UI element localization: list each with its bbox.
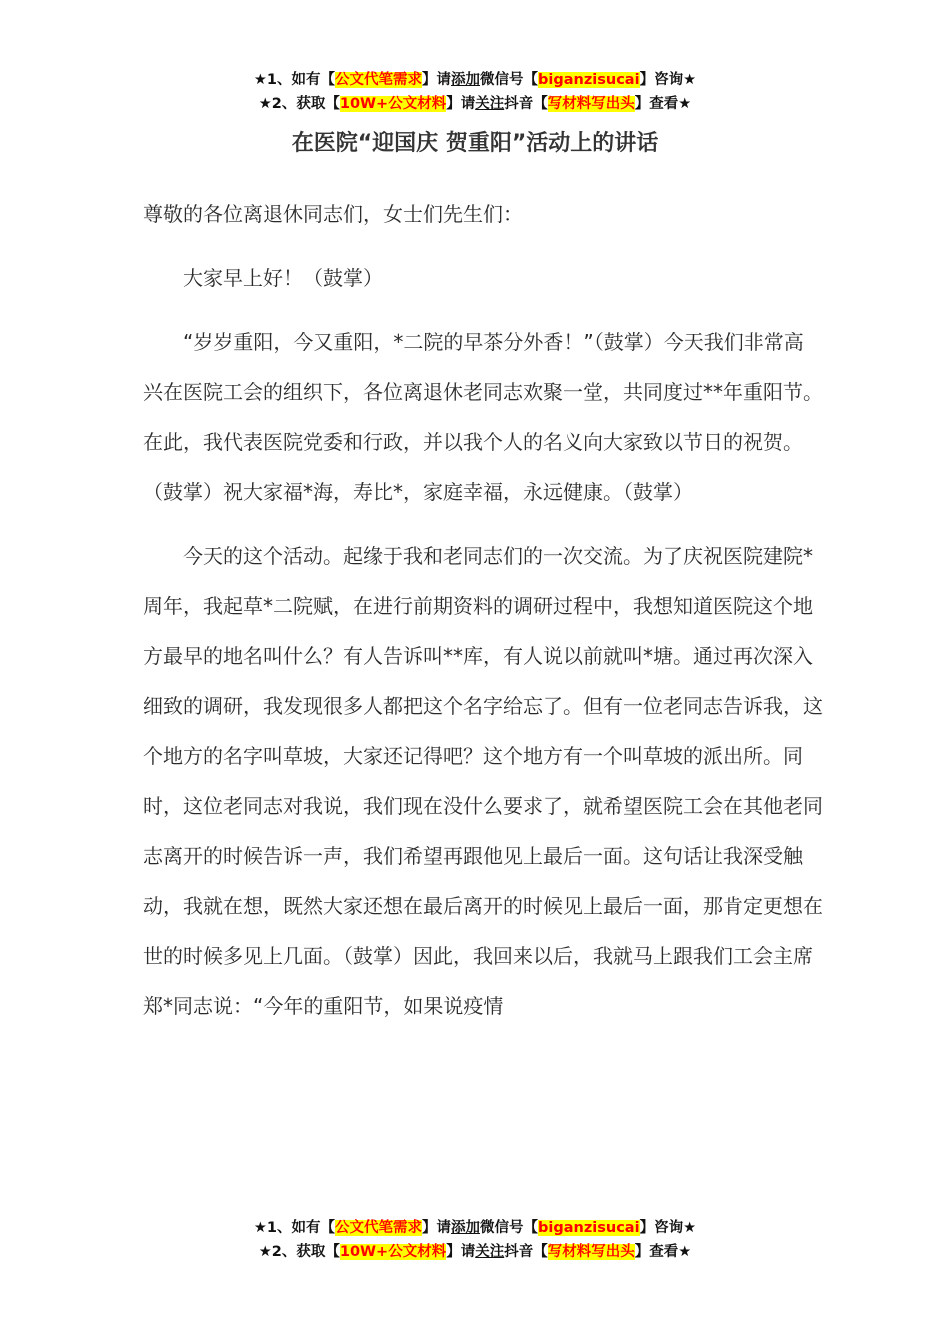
wechat-id-highlight: biganzisucai [538,72,640,88]
promo-underline: 添加 [451,72,481,88]
promo-highlight: 10W+公文材料 [339,96,447,112]
douyin-id-highlight: 写材料写出头 [547,96,635,112]
paragraph: 今天的这个活动。起缘于我和老同志们的一次交流。为了庆祝医院建院*周年，我起草*二院赋，在进行前期资料的调研过程中，我想知道医院这个地方最早的地名叫什么？有人告诉叫**库，有人说以前就叫*塘。通过再次深入细致的调研，我发现很多人都把这个名字给忘了。但有一位老同志告诉我，这个地方的名字叫草坡，大家还记得吧？这个地方有一个叫草坡的派出所。同时，这位老同志对我说，我们现在没什么要求了，就希望医院工会在其他老同志离开的时候告诉一声，我们希望再跟他见上最后一面。这句话让我深受触动，我就在想，既然大家还想在最后离开的时候见上最后一面，那肯定更想在世的时候多见上几面。（鼓掌）因此，我回来以后，我就马上跟我们工会主席郑*同志说：“今年的重阳节，如果说疫情 [143,544,823,1018]
promo-text: 】请 [422,72,452,88]
footer-promo-banner [0,1216,950,1264]
promo-text: 】咨询★ [639,72,697,88]
promo-text: ★2、获取【 [258,1244,340,1260]
promo-text: 】咨询★ [639,1220,697,1236]
promo-text: ★1、如有【 [253,1220,336,1236]
header-promo-banner [0,68,950,116]
promo-line-2 [0,1240,950,1264]
promo-text: 】查看★ [634,96,692,112]
promo-text: 】请 [446,96,476,112]
promo-underline: 关注 [475,96,505,112]
promo-text: 抖音【 [504,96,548,112]
paragraph: “岁岁重阳，今又重阳，*二院的早茶分外香！”（鼓掌）今天我们非常高兴在医院工会的组织下，各位离退休老同志欢聚一堂，共同度过**年重阳节。在此，我代表医院党委和行政，并以我个人的名义向大家致以节日的祝贺。（鼓掌）祝大家福*海，寿比*，家庭幸福，永远健康。（鼓掌） [143,330,823,504]
promo-highlight: 公文代笔需求 [335,72,423,88]
promo-underline: 关注 [475,1244,505,1260]
promo-text: 】查看★ [634,1244,692,1260]
salutation: 尊敬的各位离退休同志们，女士们先生们： [143,202,523,226]
promo-text: 】请 [422,1220,452,1236]
document-title: 在医院“迎国庆 贺重阳”活动上的讲话 [291,131,659,156]
promo-highlight: 10W+公文材料 [339,1244,447,1260]
promo-highlight: 公文代笔需求 [335,1220,423,1236]
promo-text: 微信号【 [480,72,539,88]
promo-text: 】请 [446,1244,476,1260]
promo-text: ★1、如有【 [253,72,336,88]
paragraph: 大家早上好！（鼓掌） [183,266,383,290]
promo-underline: 添加 [451,1220,481,1236]
promo-text: 微信号【 [480,1220,539,1236]
promo-line-1 [0,68,950,92]
wechat-id-highlight: biganzisucai [538,1220,640,1236]
promo-line-1 [0,1216,950,1240]
promo-line-2 [0,92,950,116]
douyin-id-highlight: 写材料写出头 [547,1244,635,1260]
promo-text: 抖音【 [504,1244,548,1260]
document-body [143,189,823,1031]
promo-text: ★2、获取【 [258,96,340,112]
